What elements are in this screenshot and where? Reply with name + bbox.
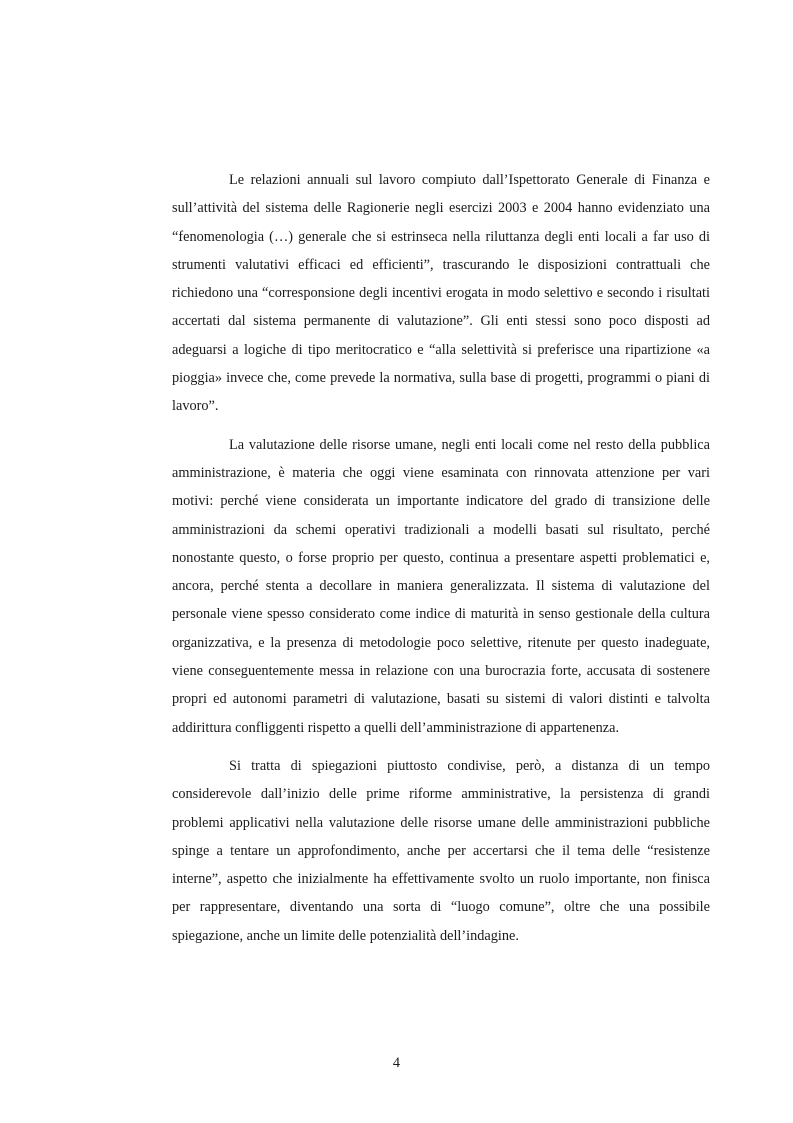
paragraph-valutazione-risorse-umane: La valutazione delle risorse umane, negli enti locali come nel resto della pubblica amministrazione, è materia che oggi viene esaminata con rinnovata attenzione per vari motivi: perché viene considerata un importante indicatore del grado di transizione delle amministrazioni da schemi operativi tradizionali a modelli basati sul risultato, perché nonostante questo, o forse proprio per questo, continua a presentare aspetti problematici e, ancora, perché stenta a decollare in maniera generalizzata. Il sistema di valutazione del personale viene spesso considerato come indice di maturità in senso gestionale della cultura organizzativa, e la presenza di metodologie poco selettive, ritenute per questo inadeguate, viene conseguentemente messa in relazione con una burocrazia forte, accusata di sostenere propri ed autonomi parametri di valutazione, basati su sistemi di valori distinti e talvolta addirittura confliggenti rispetto a quelli dell’amministrazione di appartenenza. [172, 436, 710, 736]
paragraph-ispettorato-reports: Le relazioni annuali sul lavoro compiuto dall’Ispettorato Generale di Finanza e sull’attività del sistema delle Ragionerie negli esercizi 2003 e 2004 hanno evidenziato una “fenomenologia (…) generale che si estrinseca nella riluttanza degli enti locali a far uso di strumenti valutativi efficaci ed efficienti”, trascurando le disposizioni contrattuali che richiedono una “corresponsione degli incentivi erogata in modo selettivo e secondo i risultati accertati dal sistema permanente di valutazione”. Gli enti stessi sono poco disposti ad adeguarsi a logiche di tipo meritocratico e “alla selettività si preferisce una ripartizione «a pioggia» invece che, come prevede la normativa, sulla base di progetti, programmi o piani di lavoro”. [172, 172, 710, 415]
page-number: 4 [392, 1055, 401, 1071]
body-text [172, 166, 710, 960]
paragraph-spiegazioni-condivise: Si tratta di spiegazioni piuttosto condivise, però, a distanza di un tempo considerevole dall’inizio delle prime riforme amministrative, la persistenza di grandi problemi applicativi nella valutazione delle risorse umane delle amministrazioni pubbliche spinge a tentare un approfondimento, anche per accertarsi che il tema delle “resistenze interne”, aspetto che inizialmente ha effettivamente svolto un ruolo importante, non finisca per rappresentare, diventando una sorta di “luogo comune”, oltre che una possibile spiegazione, anche un limite delle potenzialità dell’indagine. [172, 757, 710, 944]
